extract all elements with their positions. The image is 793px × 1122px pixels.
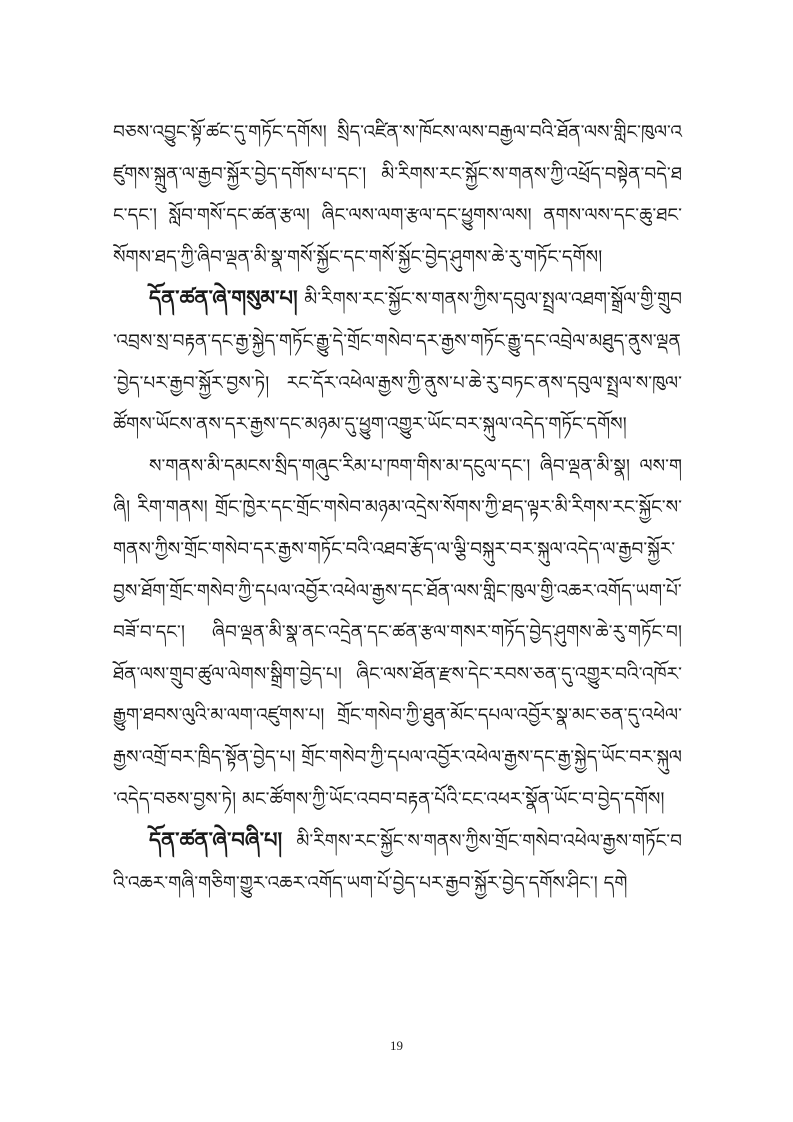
document-body: [113, 112, 682, 904]
page-number: 19: [390, 1038, 403, 1053]
paragraph-article-44: [113, 820, 682, 904]
paragraph-text: མི་རིགས་རང་སྐྱོང་ས་གནས་ཀྱིས་དབུལ་སྤྲལ་འཐག་སྒྲོལ་གྱི་གྲུབ་འབྲས་སྲ་བརྟན་དང་རྒྱ་སྐྱེད་གཏོང་རྒྱུ་དེ་གྲོང་གསེབ་དར་རྒྱས་གཏོང་རྒྱུ་དང་འབྲེལ་མཐུད་ནུས་ལྡན་བྱེད་པར་རྒྱབ་སྐྱོར་བྱས་ཏེ། རང་དོར་འཕེལ་རྒྱས་ཀྱི་ནུས་པ་ཆེ་རུ་བཏང་ནས་དབུལ་སྤྲལ་ས་ཁུལ་ཚོགས་ཡོངས་ནས་དར་རྒྱས་དང་མཉམ་དུ་ཕྱུག་འགྱུར་ཡོང་བར་སྐུལ་འདེད་གཏོང་དགོས།: [113, 289, 682, 436]
paragraph-text: མི་རིགས་རང་སྐྱོང་ས་གནས་ཀྱིས་གྲོང་གསེབ་འཕེལ་རྒྱས་གཏོང་བའི་འཆར་གཞི་གཅིག་གྱུར་འཆར་འགོད་ཡག་པོ་བྱེད་པར་རྒྱབ་སྐྱོར་བྱེད་དགོས་ཤིང་། དགེ: [113, 831, 682, 894]
article-heading: དོན་ཚན་ཞེ་བཞི་པ།: [149, 828, 283, 853]
paragraph-text: ས་གནས་མི་དམངས་སྲིད་གཞུང་རིམ་པ་ཁག་གིས་མ་དངུལ་དང་། ཞིབ་ལྡན་མི་སྣ། ལས་གཞི། རིག་གནས། གྲོང་ཁྱེར་དང་གྲོང་གསེབ་མཉམ་འདྲེས་སོགས་ཀྱི་ཐད་ལྟར་མི་རིགས་རང་སྐྱོང་ས་གནས་ཀྱིས་གྲོང་གསེབ་དར་རྒྱས་གཏོང་བའི་འཐབ་རྩོད་ལ་ལྕི་བསྐུར་བར་སྐུལ་འདེད་ལ་རྒྱབ་སྐྱོར་བྱས་ཐོག་གྲོང་གསེབ་ཀྱི་དཔལ་འབྱོར་འཕེལ་རྒྱས་དང་ཐོན་ལས་གླིང་ཁུལ་གྱི་འཆར་འགོད་ཡག་པོ་བཟོ་བ་དང་། ཞིབ་ལྡན་མི་སྣ་ནང་འདྲེན་དང་ཚན་རྩལ་གསར་གཏོད་བྱེད་ཤུགས་ཆེ་རུ་གཏོང་བ། ཐོན་ལས་གྲུབ་ཚུལ་ལེགས་སྒྲིག་བྱེད་པ། ཞིང་ལས་ཐོན་རྫས་དེང་རབས་ཅན་དུ་འགྱུར་བའི་འཁོར་རྒྱུག་ཐབས་ལུའི་མ་ལག་འཛུགས་པ། གྲོང་གསེབ་ཀྱི་ཐུན་མོང་དཔལ་འབྱོར་སྣ་མང་ཅན་དུ་འཕེལ་རྒྱས་འགྲོ་བར་ཁྲིད་སྟོན་བྱེད་པ། གྲོང་གསེབ་ཀྱི་དཔལ་འབྱོར་འཕེལ་རྒྱས་དང་རྒྱ་སྐྱེད་ཡོང་བར་སྐུལ་འདེད་བཅས་བྱས་ཏེ། མང་ཚོགས་ཀྱི་ཡོང་འབབ་བརྟན་པོའི་ངང་འཕར་སྣོན་ཡོང་བ་བྱེད་དགོས།: [113, 455, 682, 810]
paragraph-article-43: [113, 278, 682, 445]
article-heading: དོན་ཚན་ཞེ་གསུམ་པ།: [149, 286, 298, 311]
paragraph-text: བཅས་འབྱུང་སྟོ་ཚང་དུ་གཏོང་དགོས། སྲིད་འཛིན་ས་ཁོངས་ལས་བརྒྱལ་བའི་ཐོན་ལས་གླིང་ཁུལ་འཛུགས་སྐྲུན་ལ་རྒྱབ་སྐྱོར་བྱེད་དགོས་པ་དང་། མི་རིགས་རང་སྐྱོང་ས་གནས་ཀྱི་འཕྲོད་བསྟེན་བདེ་ཐང་དང་། སློབ་གསོ་དང་ཚན་རྩལ། ཞིང་ལས་ལག་རྩལ་དང་ཕྱུགས་ལས། ནགས་ལས་དང་ཆུ་ཐང་སོགས་ཐད་ཀྱི་ཞིབ་ལྡན་མི་སྣ་གསོ་སྐྱོང་དང་གསོ་སྐྱོང་བྱེད་ཤུགས་ཆེ་རུ་གཏོང་དགོས།: [113, 122, 682, 268]
paragraph-continuation: [113, 112, 682, 278]
paragraph-local-government: [113, 446, 682, 820]
